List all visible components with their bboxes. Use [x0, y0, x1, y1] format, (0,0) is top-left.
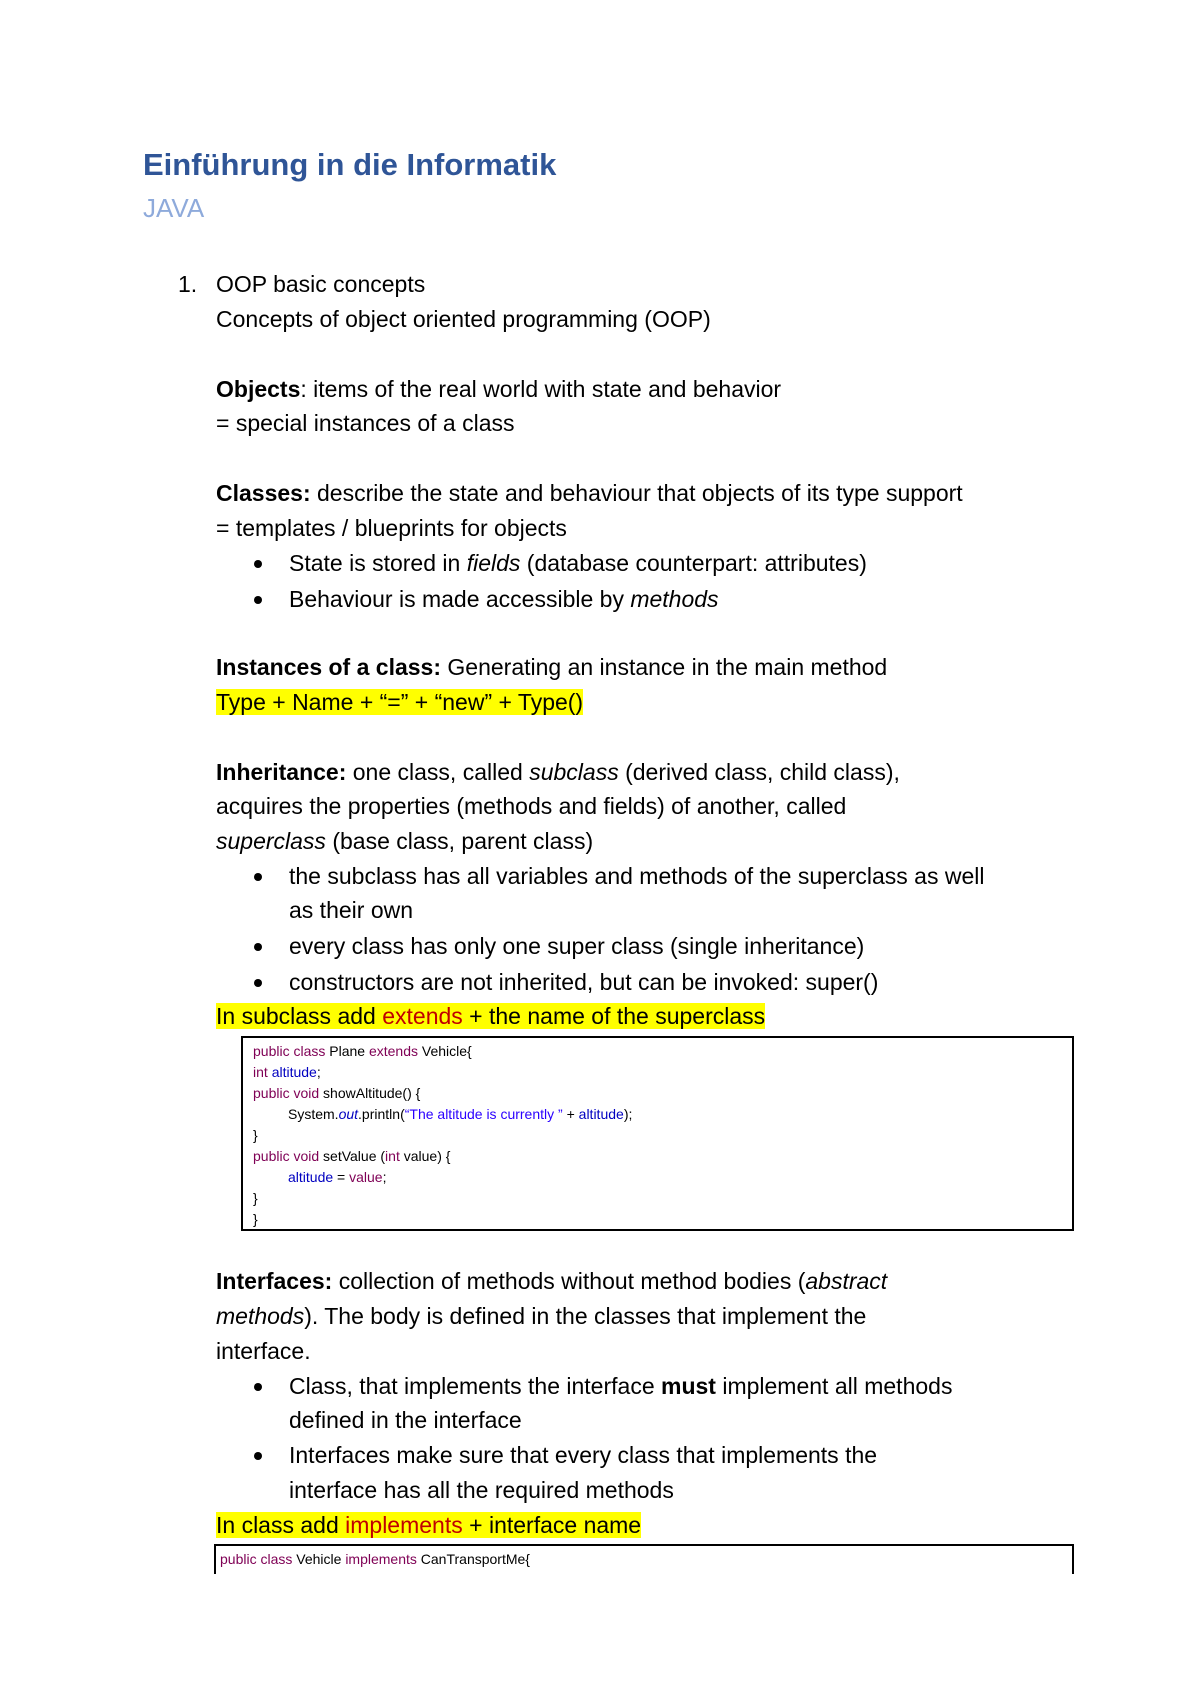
code-string: “The altitude is currently ”	[404, 1106, 567, 1122]
code-text: System.	[288, 1106, 339, 1122]
interfaces-bullet-2: Interfaces make sure that every class that implements the	[289, 1442, 878, 1468]
inheritance-highlight	[216, 1001, 765, 1031]
text: + interface name	[462, 1512, 642, 1538]
code-text: ;	[316, 1064, 321, 1080]
section-intro: Concepts of object oriented programming (OOP)	[216, 306, 711, 332]
classes-bullet-methods	[289, 584, 719, 614]
code-line	[253, 1041, 472, 1062]
objects-term: Objects	[216, 376, 301, 402]
inheritance-bullet-3: constructors are not inherited, but can be invoked: super()	[289, 969, 879, 995]
inheritance-line3	[216, 826, 593, 856]
objects-definition: : items of the real world with state and behavior	[300, 376, 782, 402]
code-variable: altitude	[288, 1169, 338, 1185]
code-keyword: int	[385, 1148, 404, 1164]
interfaces-paragraph	[216, 1266, 887, 1296]
bullet-icon	[254, 979, 262, 987]
objects-paragraph	[216, 374, 781, 404]
emphasis: methods	[630, 586, 719, 612]
highlighted-text	[216, 1003, 765, 1029]
instances-formula	[216, 687, 583, 717]
code-line	[253, 1146, 450, 1167]
bullet-icon	[254, 1452, 262, 1460]
code-variable: altitude	[578, 1106, 624, 1122]
interfaces-term: Interfaces:	[216, 1268, 333, 1294]
highlighted-text: Type + Name + “=” + “new” + Type()	[216, 689, 584, 715]
inheritance-term: Inheritance:	[216, 759, 347, 785]
text: (base class, parent class)	[325, 828, 594, 854]
text: In class add	[216, 1512, 346, 1538]
code-text: setValue (	[323, 1148, 386, 1164]
bullet-icon	[254, 596, 262, 604]
code-text: );	[623, 1106, 633, 1122]
code-keyword: implements	[345, 1551, 421, 1567]
code-variable: out	[338, 1106, 359, 1122]
document-title: Einführung in die Informatik	[143, 147, 557, 182]
interfaces-bullet-2-line2: interface has all the required methods	[289, 1477, 674, 1503]
text: collection of methods without method bodies (	[332, 1268, 806, 1294]
classes-bullet-fields	[289, 548, 867, 578]
code-text: Vehicle{	[421, 1043, 472, 1059]
code-keyword: extends	[368, 1043, 422, 1059]
classes-definition: describe the state and behaviour that objects of its type support	[310, 480, 963, 506]
emphasis: methods	[216, 1303, 305, 1329]
interfaces-highlight	[216, 1510, 641, 1540]
keyword: extends	[382, 1003, 463, 1029]
keyword: implements	[345, 1512, 463, 1538]
interfaces-bullet-1-line2: defined in the interface	[289, 1407, 522, 1433]
code-line	[288, 1167, 386, 1188]
inheritance-line2: acquires the properties (methods and fields) of another, called	[216, 793, 847, 819]
code-block-vehicle	[214, 1544, 1074, 1574]
emphasis: fields	[466, 550, 521, 576]
code-keyword: public void	[253, 1148, 324, 1164]
text: State is stored in	[289, 550, 467, 576]
inheritance-bullet-2: every class has only one super class (single inheritance)	[289, 933, 865, 959]
list-number: 1.	[178, 271, 198, 297]
inheritance-bullet-1: the subclass has all variables and methods of the superclass as well	[289, 863, 985, 889]
code-text: ;	[382, 1169, 387, 1185]
text: ). The body is defined in the classes that implement the	[304, 1303, 867, 1329]
text: Behaviour is made accessible by	[289, 586, 631, 612]
code-text: Vehicle	[296, 1551, 346, 1567]
code-variable: altitude	[271, 1064, 317, 1080]
code-line: }	[253, 1127, 258, 1143]
bullet-icon	[254, 873, 262, 881]
code-keyword: public void	[253, 1085, 324, 1101]
code-text: Plane	[329, 1043, 369, 1059]
classes-paragraph	[216, 478, 963, 508]
code-block-plane	[241, 1036, 1074, 1231]
code-text: =	[337, 1169, 350, 1185]
emphasis: subclass	[529, 759, 619, 785]
text: (database counterpart: attributes)	[520, 550, 867, 576]
code-line: }	[253, 1211, 258, 1227]
interfaces-line3: interface.	[216, 1338, 311, 1364]
text: Class, that implements the interface	[289, 1373, 661, 1399]
code-text: showAltitude() {	[323, 1085, 421, 1101]
code-text: +	[566, 1106, 579, 1122]
text: one class, called	[346, 759, 530, 785]
code-line: }	[253, 1190, 258, 1206]
text: implement all methods	[715, 1373, 953, 1399]
classes-term: Classes:	[216, 480, 311, 506]
code-line	[253, 1083, 420, 1104]
document-subtitle: JAVA	[143, 193, 205, 223]
code-line	[288, 1104, 632, 1125]
classes-line2: = templates / blueprints for objects	[216, 515, 567, 541]
code-keyword: public class	[253, 1043, 330, 1059]
inheritance-bullet-1-line2: as their own	[289, 897, 414, 923]
code-line	[253, 1062, 321, 1083]
highlighted-text	[216, 1512, 641, 1538]
inheritance-paragraph	[216, 757, 900, 787]
strong-text: must	[661, 1373, 716, 1399]
bullet-icon	[254, 560, 262, 568]
emphasis: superclass	[216, 828, 326, 854]
instances-paragraph	[216, 652, 887, 682]
text: + the name of the superclass	[462, 1003, 766, 1029]
bullet-icon	[254, 1383, 262, 1391]
text: In subclass add	[216, 1003, 383, 1029]
code-text: .println(	[358, 1106, 405, 1122]
code-text: CanTransportMe{	[420, 1551, 530, 1567]
objects-line2: = special instances of a class	[216, 410, 515, 436]
emphasis: abstract	[805, 1268, 888, 1294]
section-heading: OOP basic concepts	[216, 271, 426, 297]
instances-term: Instances of a class:	[216, 654, 441, 680]
instances-definition: Generating an instance in the main method	[441, 654, 888, 680]
bullet-icon	[254, 943, 262, 951]
text: (derived class, child class),	[618, 759, 900, 785]
interfaces-line2	[216, 1301, 866, 1331]
code-keyword: int	[253, 1064, 272, 1080]
code-keyword: public class	[220, 1551, 297, 1567]
code-line	[220, 1549, 530, 1570]
code-text: value) {	[403, 1148, 451, 1164]
interfaces-bullet-1	[289, 1371, 952, 1401]
code-keyword: value	[349, 1169, 383, 1185]
